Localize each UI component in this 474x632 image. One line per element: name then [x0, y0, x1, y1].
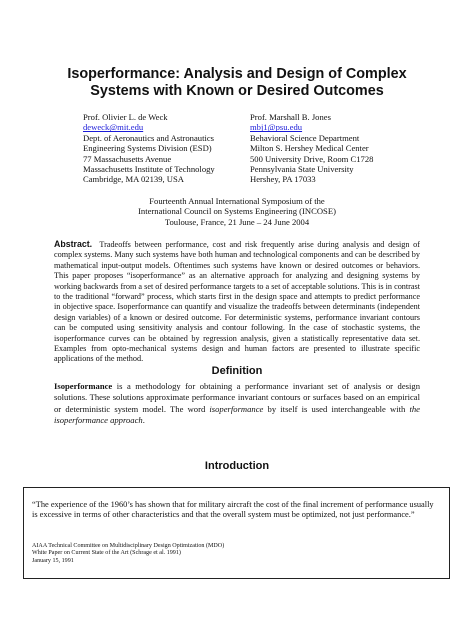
- author-email-link[interactable]: mbj1@psu.edu: [250, 122, 303, 133]
- author-affiliation-line: Cambridge, MA 02139, USA: [83, 174, 184, 185]
- author-affiliation-line: 500 University Drive, Room C1728: [250, 153, 374, 164]
- author-affiliation-line: Behavioral Science Department: [250, 132, 360, 143]
- author-affiliation-line: Hershey, PA 17033: [250, 174, 316, 185]
- citation-line: AIAA Technical Committee on Multidisciplinary Design Optimization (MDO): [32, 543, 225, 549]
- quote-citation: [32, 543, 432, 565]
- quote-text: “The experience of the 1960’s has shown that for military aircraft the cost of the final increment of performance usually is excessive in terms of other characteristics and that the overall system must be optimized, not just performance.”: [32, 500, 434, 520]
- definition-paragraph: [54, 381, 420, 427]
- author-name: Prof. Marshall B. Jones: [250, 112, 331, 122]
- conference-line: Fourteenth Annual International Symposium of the: [149, 196, 325, 206]
- definition-text: .: [142, 415, 145, 426]
- title-line-2: Systems with Known or Desired Outcomes: [90, 83, 384, 99]
- definition-text: by itself is used interchangeable with: [263, 403, 410, 414]
- abstract-text: Tradeoffs between performance, cost and risk frequently arise during analysis and design of complex systems. Many such systems have both human and technological components and can be described by mathematical input-output models. Oftentimes such systems have known or desired outcomes or behaviors. This paper proposes “isoperformance” as an alternative approach for analyzing and designing systems by working backwards from a set of desired performance targets to a set of acceptable solutions. This is in contrast to the traditional “forward” process, which starts first in the design space and attempts to predict performance in objective space. Isoperformance can quantify and visualize the tradeoffs between determinants (independent design variables) of a known or desired outcome. For deterministic systems, performance invariant contours can be computed using sensitivity analysis and contour following. In the case of stochastic systems, the isoperformance curves can be obtained by regression analysis, given a statistically representative data set. Examples from opto-mechanical systems design and human factors are presented to illustrate specific applications of the method.: [54, 240, 420, 364]
- author-block-jones: [250, 112, 373, 185]
- author-name: Prof. Olivier L. de Weck: [83, 112, 168, 122]
- conference-line: Toulouse, France, 21 June – 24 June 2004: [164, 216, 310, 227]
- author-block-de-weck: [83, 112, 215, 185]
- definition-term-italic: isoperformance: [209, 403, 264, 414]
- author-affiliation-line: Dept. of Aeronautics and Astronautics: [83, 132, 215, 143]
- definition-term: Isoperformance: [54, 381, 113, 391]
- author-affiliation-line: Pennsylvania State University: [250, 164, 354, 175]
- abstract: [54, 239, 420, 365]
- citation-line: January 15, 1991: [32, 557, 74, 564]
- author-affiliation-line: Massachusetts Institute of Technology: [83, 164, 215, 175]
- author-affiliation-line: Milton S. Hershey Medical Center: [250, 143, 369, 154]
- quote-box: [23, 487, 450, 579]
- definition-text: is a methodology for obtaining a performance invariant set of analysis or design solutions. These solutions approximate performance invariant contours or surfaces based on an empirical or deterministic system model. The word: [54, 381, 420, 414]
- definition-heading: Definition: [211, 365, 263, 377]
- title-line-1: Isoperformance: Analysis and Design of Complex: [67, 66, 407, 82]
- paper-title: [40, 66, 434, 100]
- introduction-heading: Introduction: [204, 460, 270, 472]
- definition-phrase-italic: the isoperformance approach: [54, 403, 420, 426]
- author-affiliation-line: Engineering Systems Division (ESD): [83, 143, 212, 154]
- citation-line: White Paper on Current State of the Art (Schrage et al. 1991): [32, 550, 181, 557]
- abstract-label: Abstract.: [54, 239, 93, 249]
- author-affiliation-line: 77 Massachusetts Avenue: [83, 153, 172, 164]
- conference-info: [60, 196, 414, 227]
- conference-line: International Council on Systems Engineering (INCOSE): [138, 206, 336, 217]
- author-email-link[interactable]: deweck@mit.edu: [83, 122, 144, 133]
